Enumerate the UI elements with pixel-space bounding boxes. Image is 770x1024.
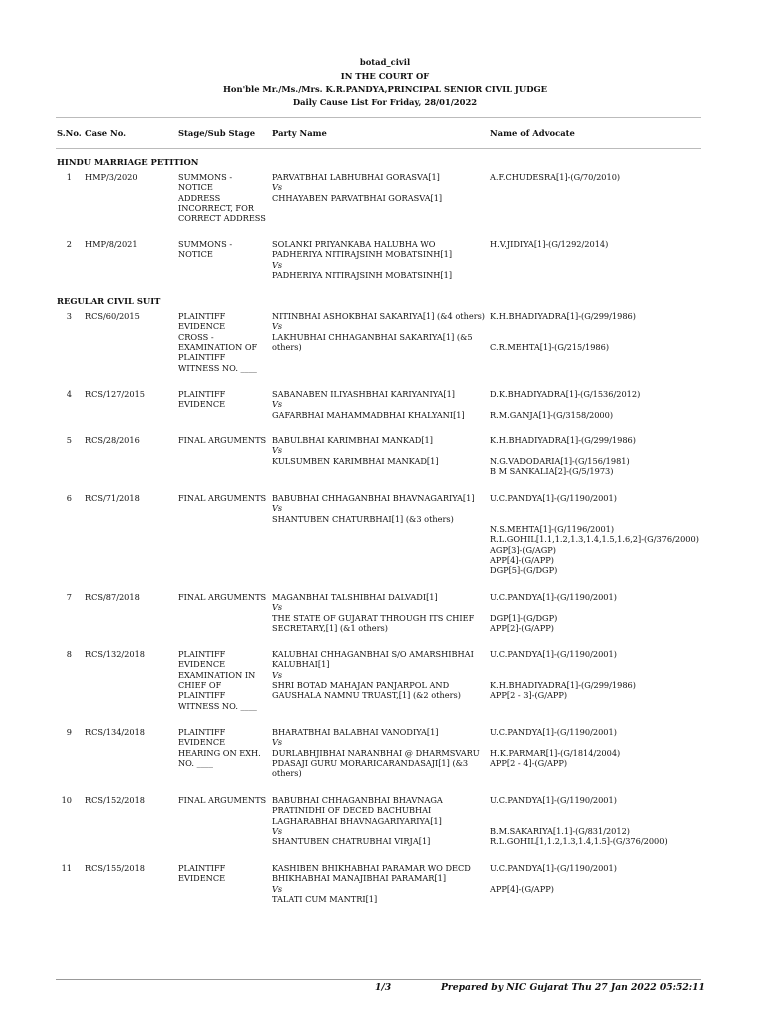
versus-label: Vs [272, 737, 283, 748]
case-serial-number: 3 [66, 311, 72, 321]
petitioner-advocate: U.C.PANDYA[1]-(G/1190/2001) [490, 592, 617, 602]
case-stage-line: PLAINTIFF [178, 649, 226, 659]
respondent-name: others) [272, 768, 302, 779]
respondent-advocate: K.H.BHADIYADRA[1]-(G/299/1986) [490, 680, 636, 690]
case-stage-line: INCORRECT, FOR [178, 202, 254, 213]
petitioner-advocate: U.C.PANDYA[1]-(G/1190/2001) [490, 863, 617, 873]
case-serial-number: 6 [66, 493, 72, 503]
petitioner-name: BHIKHABHAI MANAJIBHAI PARAMAR[1] [272, 873, 447, 884]
versus-label: Vs [272, 399, 283, 410]
case-stage-line: CHIEF OF [178, 679, 222, 690]
respondent-advocate: H.K.PARMAR[1]-(G/1814/2004) [490, 748, 621, 758]
petitioner-advocate: D.K.BHADIYADRA[1]-(G/1536/2012) [490, 389, 641, 399]
case-stage-line: EXAMINATION IN [178, 669, 256, 680]
respondent-advocate: R.L.GOHIL[1.1,1.2,1.3,1.4,1.5,1.6,2]-(G/376/2000) [490, 534, 699, 545]
case-number: RCS/28/2016 [85, 435, 140, 445]
case-serial-number: 9 [66, 727, 72, 737]
case-number: HMP/3/2020 [85, 172, 138, 182]
case-stage-line: HEARING ON EXH. [178, 747, 261, 758]
column-party-name: Party Name [272, 128, 327, 138]
footer-divider [56, 979, 701, 980]
respondent-name: SECRETARY,[1] (&1 others) [272, 622, 388, 633]
case-stage-line: WITNESS NO. ____ [178, 700, 257, 711]
section-hindu-marriage-petition: HINDU MARRIAGE PETITION [57, 157, 199, 167]
versus-label: Vs [272, 883, 283, 894]
respondent-advocate: C.R.MEHTA[1]-(G/215/1986) [490, 342, 610, 352]
petitioner-advocate: K.H.BHADIYADRA[1]-(G/299/1986) [490, 435, 636, 445]
versus-label: Vs [272, 503, 283, 514]
respondent-name: PDASAJI GURU MORARICARANDASAJI[1] (&3 [272, 757, 469, 768]
petitioner-name: NITINBHAI ASHOKBHAI SAKARIYA[1] (&4 others) [272, 311, 486, 321]
case-stage-line: WITNESS NO. ____ [178, 362, 257, 373]
column-divider [56, 148, 701, 149]
petitioner-name: MAGANBHAI TALSHIBHAI DALVADI[1] [272, 592, 438, 602]
case-stage-line: EVIDENCE [178, 873, 226, 884]
petitioner-name: KALUBHAI CHHAGANBHAI S/O AMARSHIBHAI [272, 649, 474, 659]
respondent-name: TALATI CUM MANTRI[1] [272, 893, 378, 904]
petitioner-name: BHARATBHAI BALABHAI VANODIYA[1] [272, 727, 439, 737]
case-serial-number: 2 [66, 239, 72, 249]
petitioner-name: SABANABEN ILIYASHBHAI KARIYANIYA[1] [272, 389, 455, 399]
versus-label: Vs [272, 445, 283, 456]
case-stage-line: FINAL ARGUMENTS [178, 493, 267, 503]
case-stage-line: PLAINTIFF [178, 352, 226, 363]
case-stage-line: PLAINTIFF [178, 863, 226, 873]
respondent-advocate: N.G.VADODARIA[1]-(G/156/1981) [490, 456, 630, 466]
cause-list-title: Daily Cause List For Friday, 28/01/2022 [292, 97, 478, 107]
judge-name: Hon'ble Mr./Ms./Mrs. K.R.PANDYA,PRINCIPAL SENIOR CIVIL JUDGE [223, 84, 547, 94]
case-stage-line: SUMMONS - [178, 239, 233, 249]
respondent-name: KULSUMBEN KARIMBHAI MANKAD[1] [272, 455, 439, 466]
case-serial-number: 10 [61, 795, 72, 805]
case-stage-line: EVIDENCE [178, 321, 226, 332]
versus-label: Vs [272, 602, 283, 613]
case-stage-line: FINAL ARGUMENTS [178, 795, 267, 805]
respondent-name: SHANTUBEN CHATURBHAI[1] (&3 others) [272, 513, 454, 524]
petitioner-advocate: A.F.CHUDESRA[1]-(G/70/2010) [490, 172, 621, 182]
header-divider [56, 117, 701, 118]
court-site: botad_civil [359, 57, 411, 67]
versus-label: Vs [272, 669, 283, 680]
case-stage-line: CORRECT ADDRESS [178, 213, 266, 224]
respondent-name: CHHAYABEN PARVATBHAI GORASVA[1] [272, 192, 443, 203]
petitioner-name: BABULBHAI KARIMBHAI MANKAD[1] [272, 435, 433, 445]
case-number: RCS/152/2018 [85, 795, 146, 805]
court-heading: IN THE COURT OF [340, 71, 430, 81]
case-number: RCS/155/2018 [85, 863, 146, 873]
page-number: 1/3 [375, 982, 392, 993]
case-number: RCS/134/2018 [85, 727, 146, 737]
case-serial-number: 5 [66, 435, 72, 445]
case-serial-number: 11 [61, 863, 72, 873]
case-stage-line: PLAINTIFF [178, 727, 226, 737]
case-stage-line: NO. ____ [178, 757, 213, 768]
versus-label: Vs [272, 321, 283, 332]
case-stage-line: CROSS - [178, 331, 214, 342]
petitioner-name: KALUBHAI[1] [272, 659, 330, 670]
column-case-no: Case No. [85, 128, 127, 138]
respondent-advocate: APP[2 - 4]-(G/APP) [490, 758, 568, 769]
petitioner-name: BABUBHAI CHHAGANBHAI BHAVNAGARIYA[1] [272, 493, 475, 503]
prepared-by: Prepared by NIC Gujarat Thu 27 Jan 2022 05:52:11 [441, 982, 705, 993]
respondent-advocate: AGP[3]-(G/AGP) [490, 544, 556, 555]
respondent-name: others) [272, 341, 302, 352]
petitioner-advocate: U.C.PANDYA[1]-(G/1190/2001) [490, 649, 617, 659]
case-stage-line: FINAL ARGUMENTS [178, 592, 267, 602]
case-number: RCS/132/2018 [85, 649, 146, 659]
case-serial-number: 7 [66, 592, 72, 602]
versus-label: Vs [272, 825, 283, 836]
respondent-advocate: B M SANKALIA[2]-(G/5/1973) [490, 466, 614, 477]
case-stage-line: NOTICE [178, 249, 213, 260]
case-number: RCS/87/2018 [85, 592, 140, 602]
case-stage-line: SUMMONS - [178, 172, 233, 182]
case-stage-line: EVIDENCE [178, 737, 226, 748]
respondent-name: LAKHUBHAI CHHAGANBHAI SAKARIYA[1] (&5 [272, 331, 473, 342]
petitioner-name: BABUBHAI CHHAGANBHAI BHAVNAGA [272, 795, 443, 805]
respondent-name: THE STATE OF GUJARAT THROUGH ITS CHIEF [272, 612, 475, 623]
case-serial-number: 8 [66, 649, 72, 659]
respondent-name: GAUSHALA NAMNU TRUAST,[1] (&2 others) [272, 690, 461, 701]
case-number: HMP/8/2021 [85, 239, 138, 249]
respondent-advocate: APP[2 - 3]-(G/APP) [490, 690, 568, 701]
respondent-advocate: APP[2]-(G/APP) [490, 623, 554, 634]
case-stage-line: EVIDENCE [178, 399, 226, 410]
column-stage: Stage/Sub Stage [178, 128, 256, 138]
petitioner-advocate: H.V.JIDIYA[1]-(G/1292/2014) [490, 239, 609, 249]
petitioner-advocate: U.C.PANDYA[1]-(G/1190/2001) [490, 493, 617, 503]
petitioner-name: PRATINIDHI OF DECED BACHUBHAI [272, 805, 432, 816]
case-stage-line: ADDRESS [178, 192, 221, 203]
petitioner-advocate: U.C.PANDYA[1]-(G/1190/2001) [490, 795, 617, 805]
case-stage-line: PLAINTIFF [178, 311, 226, 321]
respondent-advocate: APP[4]-(G/APP) [490, 554, 554, 565]
case-stage-line: FINAL ARGUMENTS [178, 435, 267, 445]
respondent-advocate: APP[4]-(G/APP) [490, 884, 554, 894]
case-stage-line: EXAMINATION OF [178, 341, 258, 352]
petitioner-name: PADHERIYA NITIRAJSINH MOBATSINH[1] [272, 249, 453, 260]
respondent-advocate: N.S.MEHTA[1]-(G/1196/2001) [490, 524, 615, 534]
petitioner-name: KASHIBEN BHIKHABHAI PARAMAR WO DECD [272, 863, 471, 873]
case-stage-line: PLAINTIFF [178, 389, 226, 399]
petitioner-name: PARVATBHAI LABHUBHAI GORASVA[1] [272, 172, 440, 182]
case-number: RCS/71/2018 [85, 493, 140, 503]
case-number: RCS/60/2015 [85, 311, 140, 321]
petitioner-name: SOLANKI PRIYANKABA HALUBHA WO [272, 239, 436, 249]
case-serial-number: 4 [66, 389, 72, 399]
column-advocate: Name of Advocate [490, 128, 575, 138]
respondent-advocate: B.M.SAKARIYA[1.1]-(G/831/2012) [490, 826, 630, 836]
case-stage-line: EVIDENCE [178, 659, 226, 670]
respondent-name: SHRI BOTAD MAHAJAN PANJARPOL AND [272, 679, 450, 690]
respondent-advocate: DGP[1]-(G/DGP) [490, 613, 558, 623]
versus-label: Vs [272, 182, 283, 193]
respondent-name: DURLABHJIBHAI NARANBHAI @ DHARMSVARU [272, 747, 480, 758]
case-number: RCS/127/2015 [85, 389, 146, 399]
respondent-name: PADHERIYA NITIRAJSINH MOBATSINH[1] [272, 269, 453, 280]
respondent-name: GAFARBHAI MAHAMMADBHAI KHALYANI[1] [272, 409, 465, 420]
respondent-advocate: R.L.GOHIL[1,1.2,1.3,1.4,1.5]-(G/376/2000) [490, 836, 668, 847]
versus-label: Vs [272, 259, 283, 270]
petitioner-advocate: U.C.PANDYA[1]-(G/1190/2001) [490, 727, 617, 737]
petitioner-name: LAGHARABHAI BHAVNAGARIYARIYA[1] [272, 815, 442, 826]
respondent-advocate: R.M.GANJA[1]-(G/3158/2000) [490, 410, 614, 420]
column-sno: S.No. [57, 128, 82, 138]
case-stage-line: PLAINTIFF [178, 690, 226, 701]
case-stage-line: NOTICE [178, 182, 213, 193]
section-regular-civil-suit: REGULAR CIVIL SUIT [57, 296, 161, 306]
respondent-advocate: DGP[5]-(G/DGP) [490, 565, 558, 576]
respondent-name: SHANTUBEN CHATRUBHAI VIRJA[1] [272, 836, 431, 847]
petitioner-advocate: K.H.BHADIYADRA[1]-(G/299/1986) [490, 311, 636, 321]
case-serial-number: 1 [66, 172, 72, 182]
